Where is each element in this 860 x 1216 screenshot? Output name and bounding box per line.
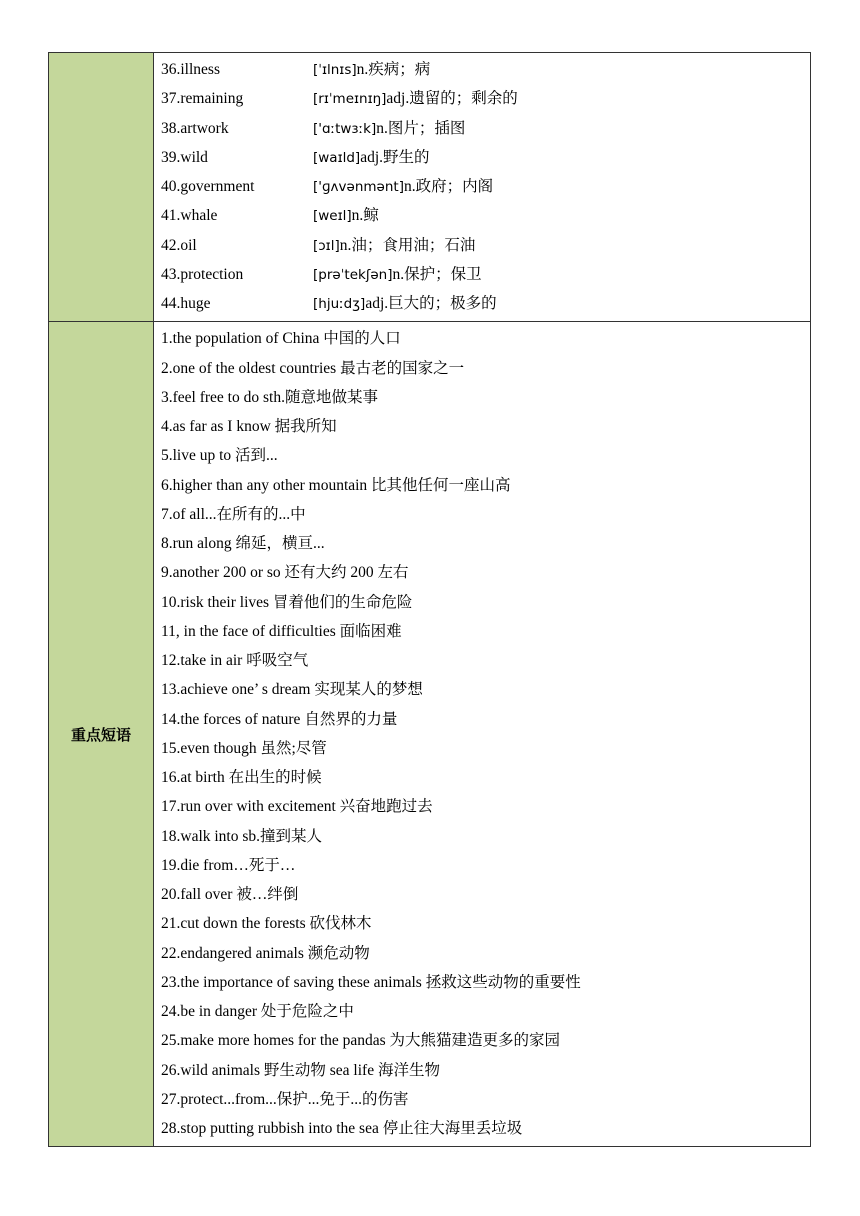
vocab-phonetic: [waɪld] — [313, 149, 361, 166]
vocab-meaning: adj.巨大的；极多的 — [365, 295, 497, 312]
phrase-row: 6.higher than any other mountain 比其他任何一座山高 — [161, 476, 511, 494]
vocab-word: 41.whale — [161, 207, 218, 225]
phrase-row: 19.die from…死于… — [161, 856, 296, 874]
vocab-word: 38.artwork — [161, 119, 229, 137]
vocab-word: 43.protection — [161, 265, 244, 283]
vocab-section-label-cell — [49, 53, 154, 322]
vocab-word: 37.remaining — [161, 90, 244, 108]
vocab-row — [154, 289, 810, 318]
vocab-phonetic: [hjuːdʒ] — [313, 296, 366, 312]
phrase-row: 21.cut down the forests 砍伐林木 — [161, 915, 372, 933]
vocab-row — [154, 260, 810, 289]
vocab-meaning: n.政府；内阁 — [403, 178, 494, 195]
phrase-row: 28.stop putting rubbish into the sea 停止往大海里丢垃圾 — [161, 1120, 523, 1137]
phrase-section-label: 重点短语 — [70, 725, 131, 744]
phrase-row: 22.endangered animals 濒危动物 — [161, 944, 370, 962]
vocab-word: 42.oil — [161, 236, 197, 254]
vocab-section-row — [49, 53, 811, 322]
vocab-phonetic: [ɔɪl] — [313, 237, 340, 254]
phrase-row: 13.achieve one’ s dream 实现某人的梦想 — [161, 681, 423, 699]
phrase-list — [154, 322, 810, 1146]
vocab-row — [154, 201, 810, 230]
phrase-row: 17.run over with excitement 兴奋地跑过去 — [161, 798, 433, 816]
vocab-meaning: adj.遗留的；剩余的 — [386, 90, 518, 108]
vocab-meaning: n.油；食用油；石油 — [339, 236, 476, 254]
phrase-row: 12.take in air 呼吸空气 — [161, 652, 309, 669]
phrase-row: 8.run along 绵延，横亘... — [161, 535, 325, 552]
vocab-phonetic: [prəˈtekʃən] — [313, 266, 393, 283]
vocab-phonetic: ['ɡʌvənmənt] — [313, 179, 404, 195]
vocab-meaning: n.疾病；病 — [356, 61, 431, 78]
vocab-word: 39.wild — [161, 148, 208, 166]
phrase-row: 15.even though 虽然;尽管 — [161, 739, 327, 757]
phrase-row: 20.fall over 被…绊倒 — [161, 886, 299, 903]
phrase-row: 25.make more homes for the pandas 为大熊猫建造更多的家园 — [161, 1032, 561, 1050]
phrase-row: 24.be in danger 处于危险之中 — [161, 1003, 354, 1020]
phrase-section-label-cell — [49, 322, 154, 1147]
phrase-row: 3.feel free to do sth.随意地做某事 — [161, 388, 378, 406]
vocab-word: 44.huge — [161, 295, 211, 312]
phrase-row: 14.the forces of nature 自然界的力量 — [161, 710, 398, 728]
vocab-meaning: n.保护；保卫 — [392, 265, 482, 283]
vocab-row — [154, 143, 810, 172]
phrase-row: 5.live up to 活到... — [161, 447, 278, 465]
phrase-row: 23.the importance of saving these animals 拯救这些动物的重要性 — [161, 973, 581, 991]
vocab-phonetic: ['ɑːtwɜːk] — [313, 120, 377, 137]
phrase-list-cell — [154, 322, 811, 1147]
phrase-row: 7.of all...在所有的...中 — [161, 505, 306, 523]
vocab-list — [154, 53, 810, 321]
vocab-row — [154, 172, 810, 201]
vocab-list-cell — [154, 53, 811, 322]
vocab-row — [154, 55, 810, 84]
vocab-phonetic: [rɪˈmeɪnɪŋ] — [313, 91, 387, 108]
phrase-row: 9.another 200 or so 还有大约 200 左右 — [161, 564, 409, 582]
vocab-phonetic: [ˈɪlnɪs] — [313, 62, 357, 78]
vocab-word: 40.government — [161, 178, 255, 195]
phrase-row: 27.protect...from...保护...免于...的伤害 — [161, 1090, 409, 1108]
vocab-meaning: adj.野生的 — [360, 148, 430, 166]
phrase-section-row — [49, 322, 811, 1147]
phrase-row: 18.walk into sb.撞到某人 — [161, 827, 323, 845]
vocab-word: 36.illness — [161, 61, 220, 78]
vocab-row — [154, 114, 810, 143]
phrase-row: 10.risk their lives 冒着他们的生命危险 — [161, 593, 413, 611]
phrase-row: 11, in the face of difficulties 面临困难 — [161, 622, 402, 640]
phrase-row: 16.at birth 在出生的时候 — [161, 769, 322, 786]
vocab-row — [154, 231, 810, 260]
vocab-meaning: n.鲸 — [351, 207, 379, 225]
phrase-row: 4.as far as I know 据我所知 — [161, 418, 337, 435]
phrase-row: 1.the population of China 中国的人口 — [161, 330, 401, 348]
phrase-row: 2.one of the oldest countries 最古老的国家之一 — [161, 359, 465, 377]
vocab-row — [154, 84, 810, 113]
phrase-row: 26.wild animals 野生动物 sea life 海洋生物 — [161, 1061, 440, 1079]
vocabulary-table — [48, 52, 811, 1147]
vocab-meaning: n.图片；插图 — [376, 119, 466, 137]
vocab-phonetic: [weɪl] — [313, 208, 352, 225]
